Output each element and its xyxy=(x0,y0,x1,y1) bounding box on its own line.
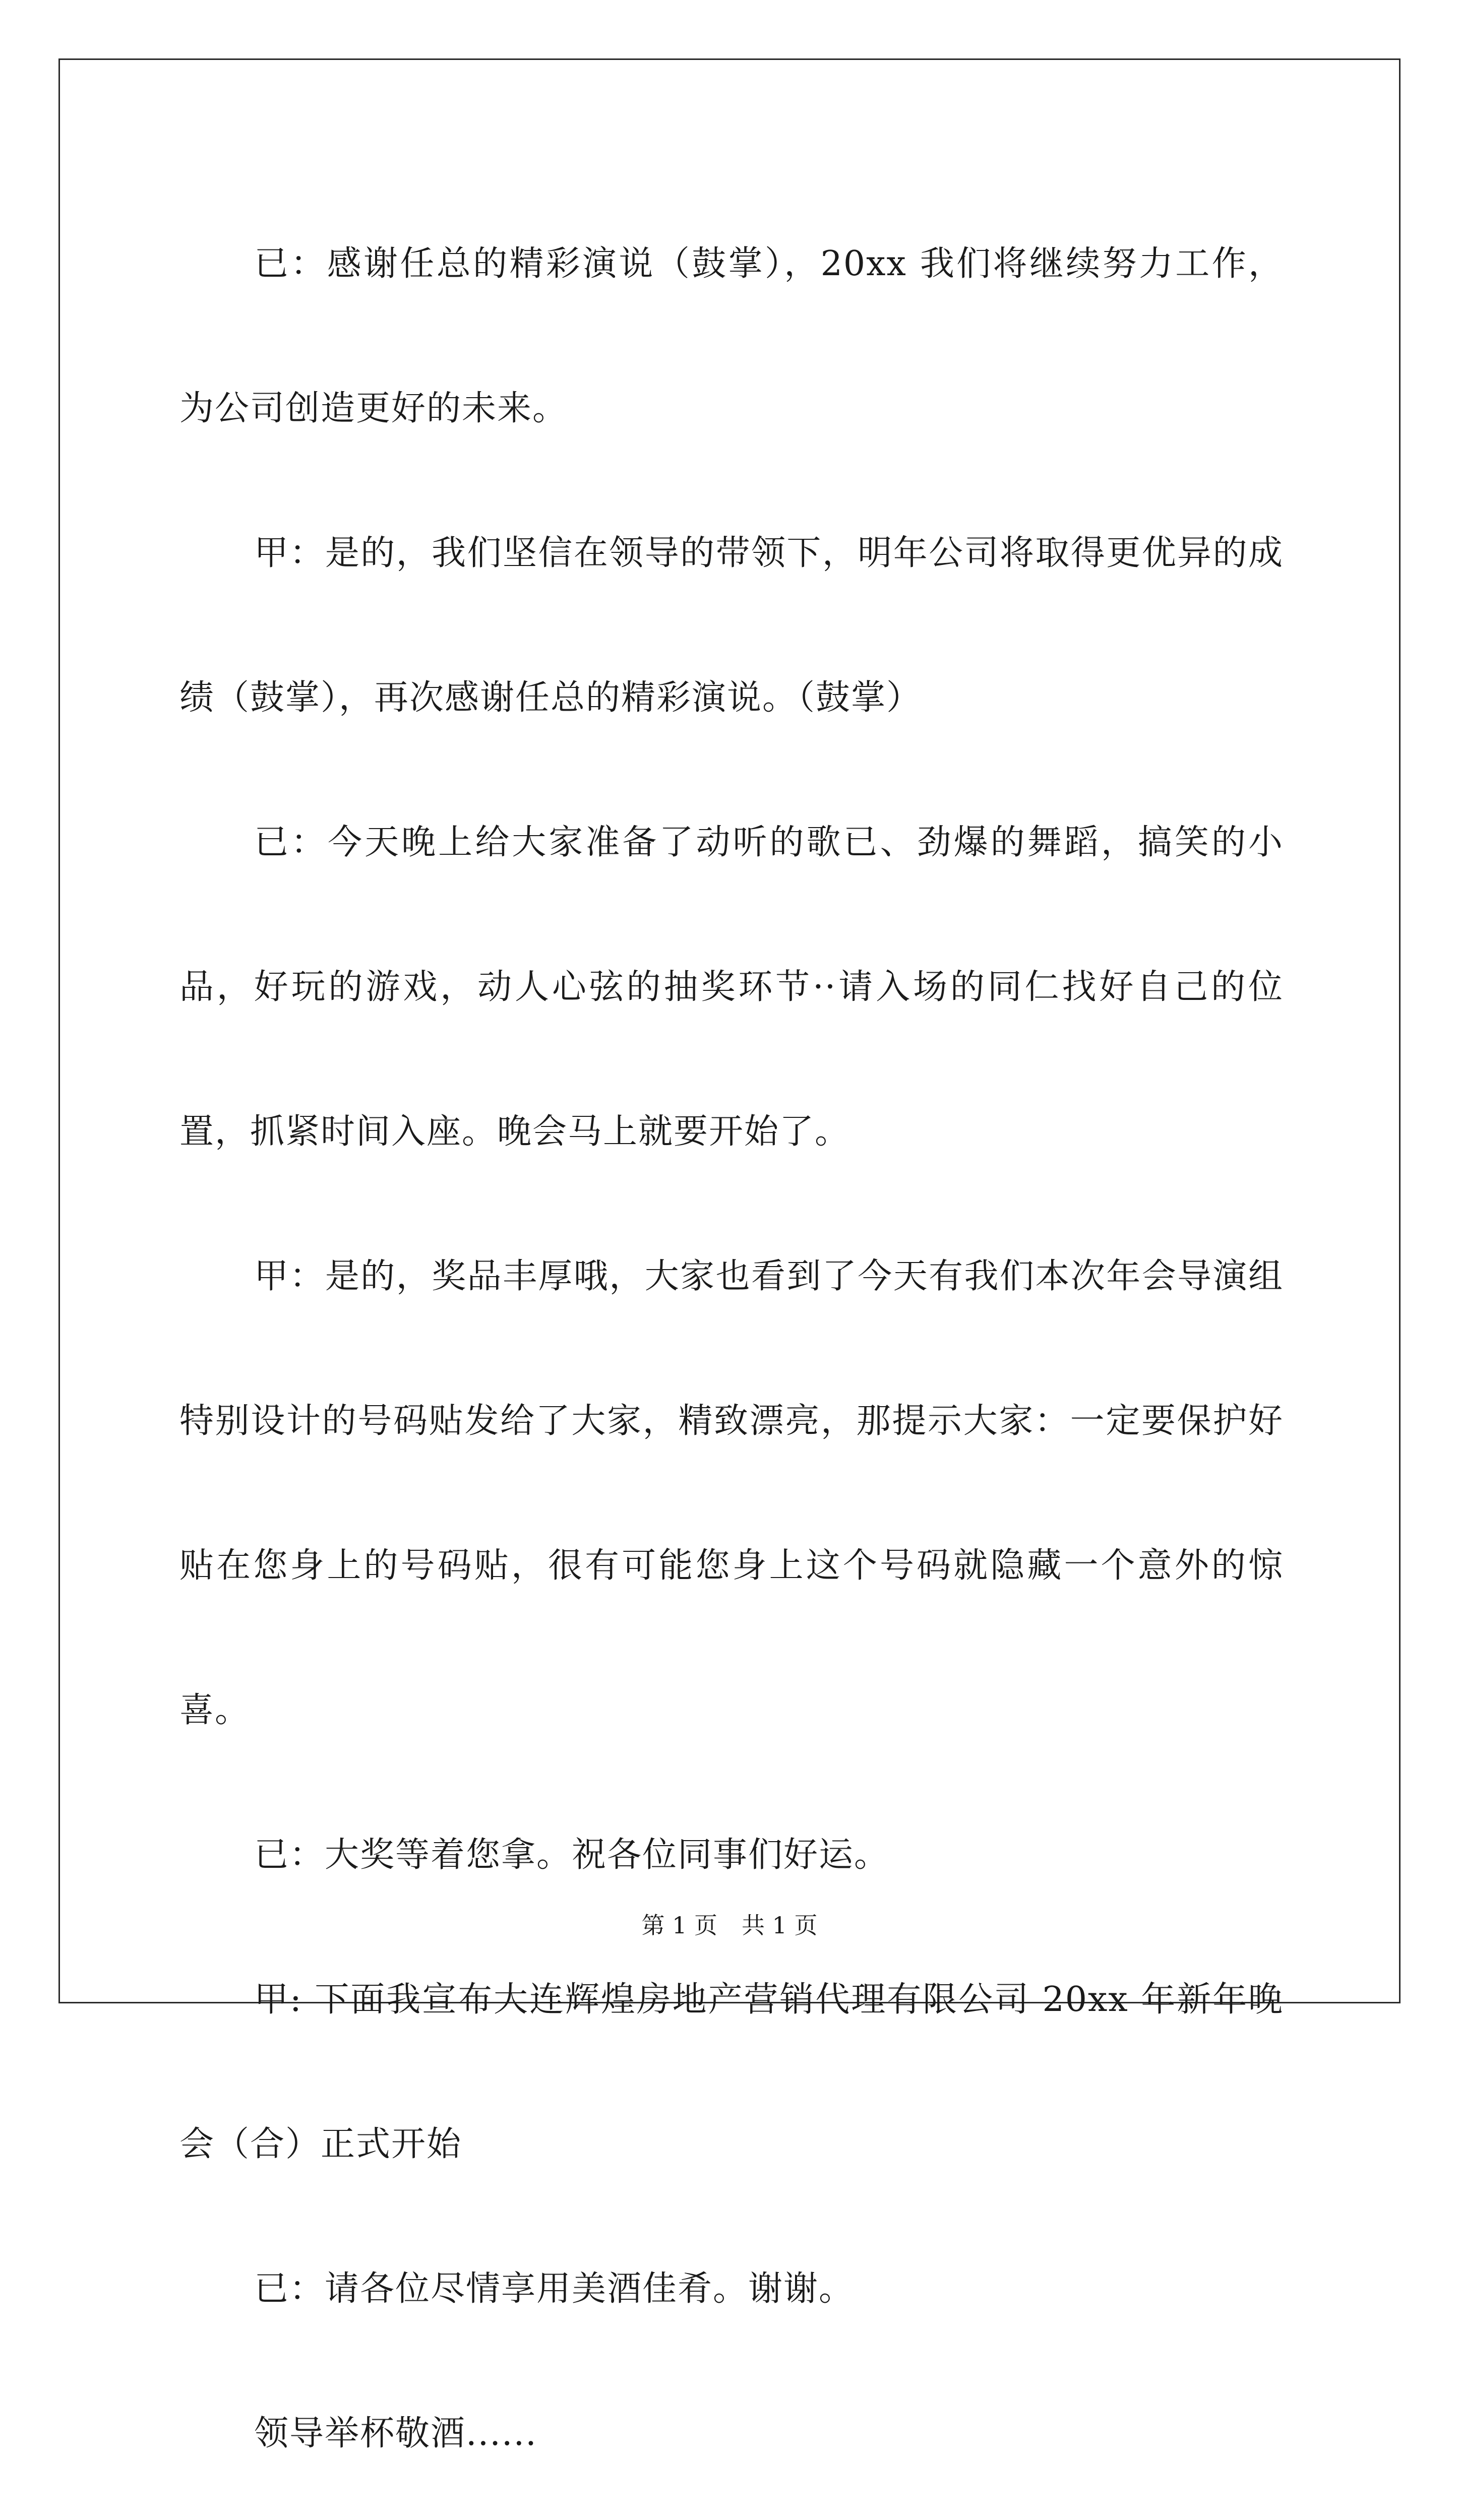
paragraph: 已：感谢任总的精彩演说（鼓掌），20xx 我们将继续努力工作，为公司创造更好的未来。 xyxy=(179,244,1284,428)
paragraph: 甲：是的，奖品丰厚哦，大家也看到了今天有我们本次年会导演组特别设计的号码贴发给了大家，精致漂亮，那提示大家：一定要保护好贴在您身上的号码贴，很有可能您身上这个号码就隐藏一个意外的惊喜。 xyxy=(179,1256,1284,1730)
paragraph: 已：大奖等着您拿。祝各位同事们好运。 xyxy=(254,1835,890,1875)
paragraph: 甲: 下面我宣布大连辉煌房地产营销代理有限公司 20xx 年新年晚会（合）正式开始 xyxy=(179,1980,1284,2164)
page-number-current: 第 1 页 xyxy=(641,1912,717,1939)
paragraph xyxy=(179,2506,1284,2520)
paragraph: 领导举杯敬酒...... xyxy=(254,2414,537,2453)
document-body xyxy=(179,192,1284,2520)
paragraph: 已：今天晚上给大家准备了动听的歌已、劲爆的舞蹈，搞笑的小品，好玩的游戏，动人心弦的抽奖环节··请入场的同仁找好自己的位置，抓紧时间入座。晚会马上就要开始了。 xyxy=(179,823,1284,1152)
paragraph: 甲：是的，我们坚信在领导的带领下，明年公司将取得更优异的成绩（鼓掌），再次感谢任总的精彩演说。（鼓掌） xyxy=(179,533,1284,718)
paragraph: 已：请各位尽情享用美酒佳肴。谢谢。 xyxy=(254,2269,855,2309)
page-footer xyxy=(0,1910,1459,1940)
page-number-total: 共 1 页 xyxy=(742,1912,818,1939)
